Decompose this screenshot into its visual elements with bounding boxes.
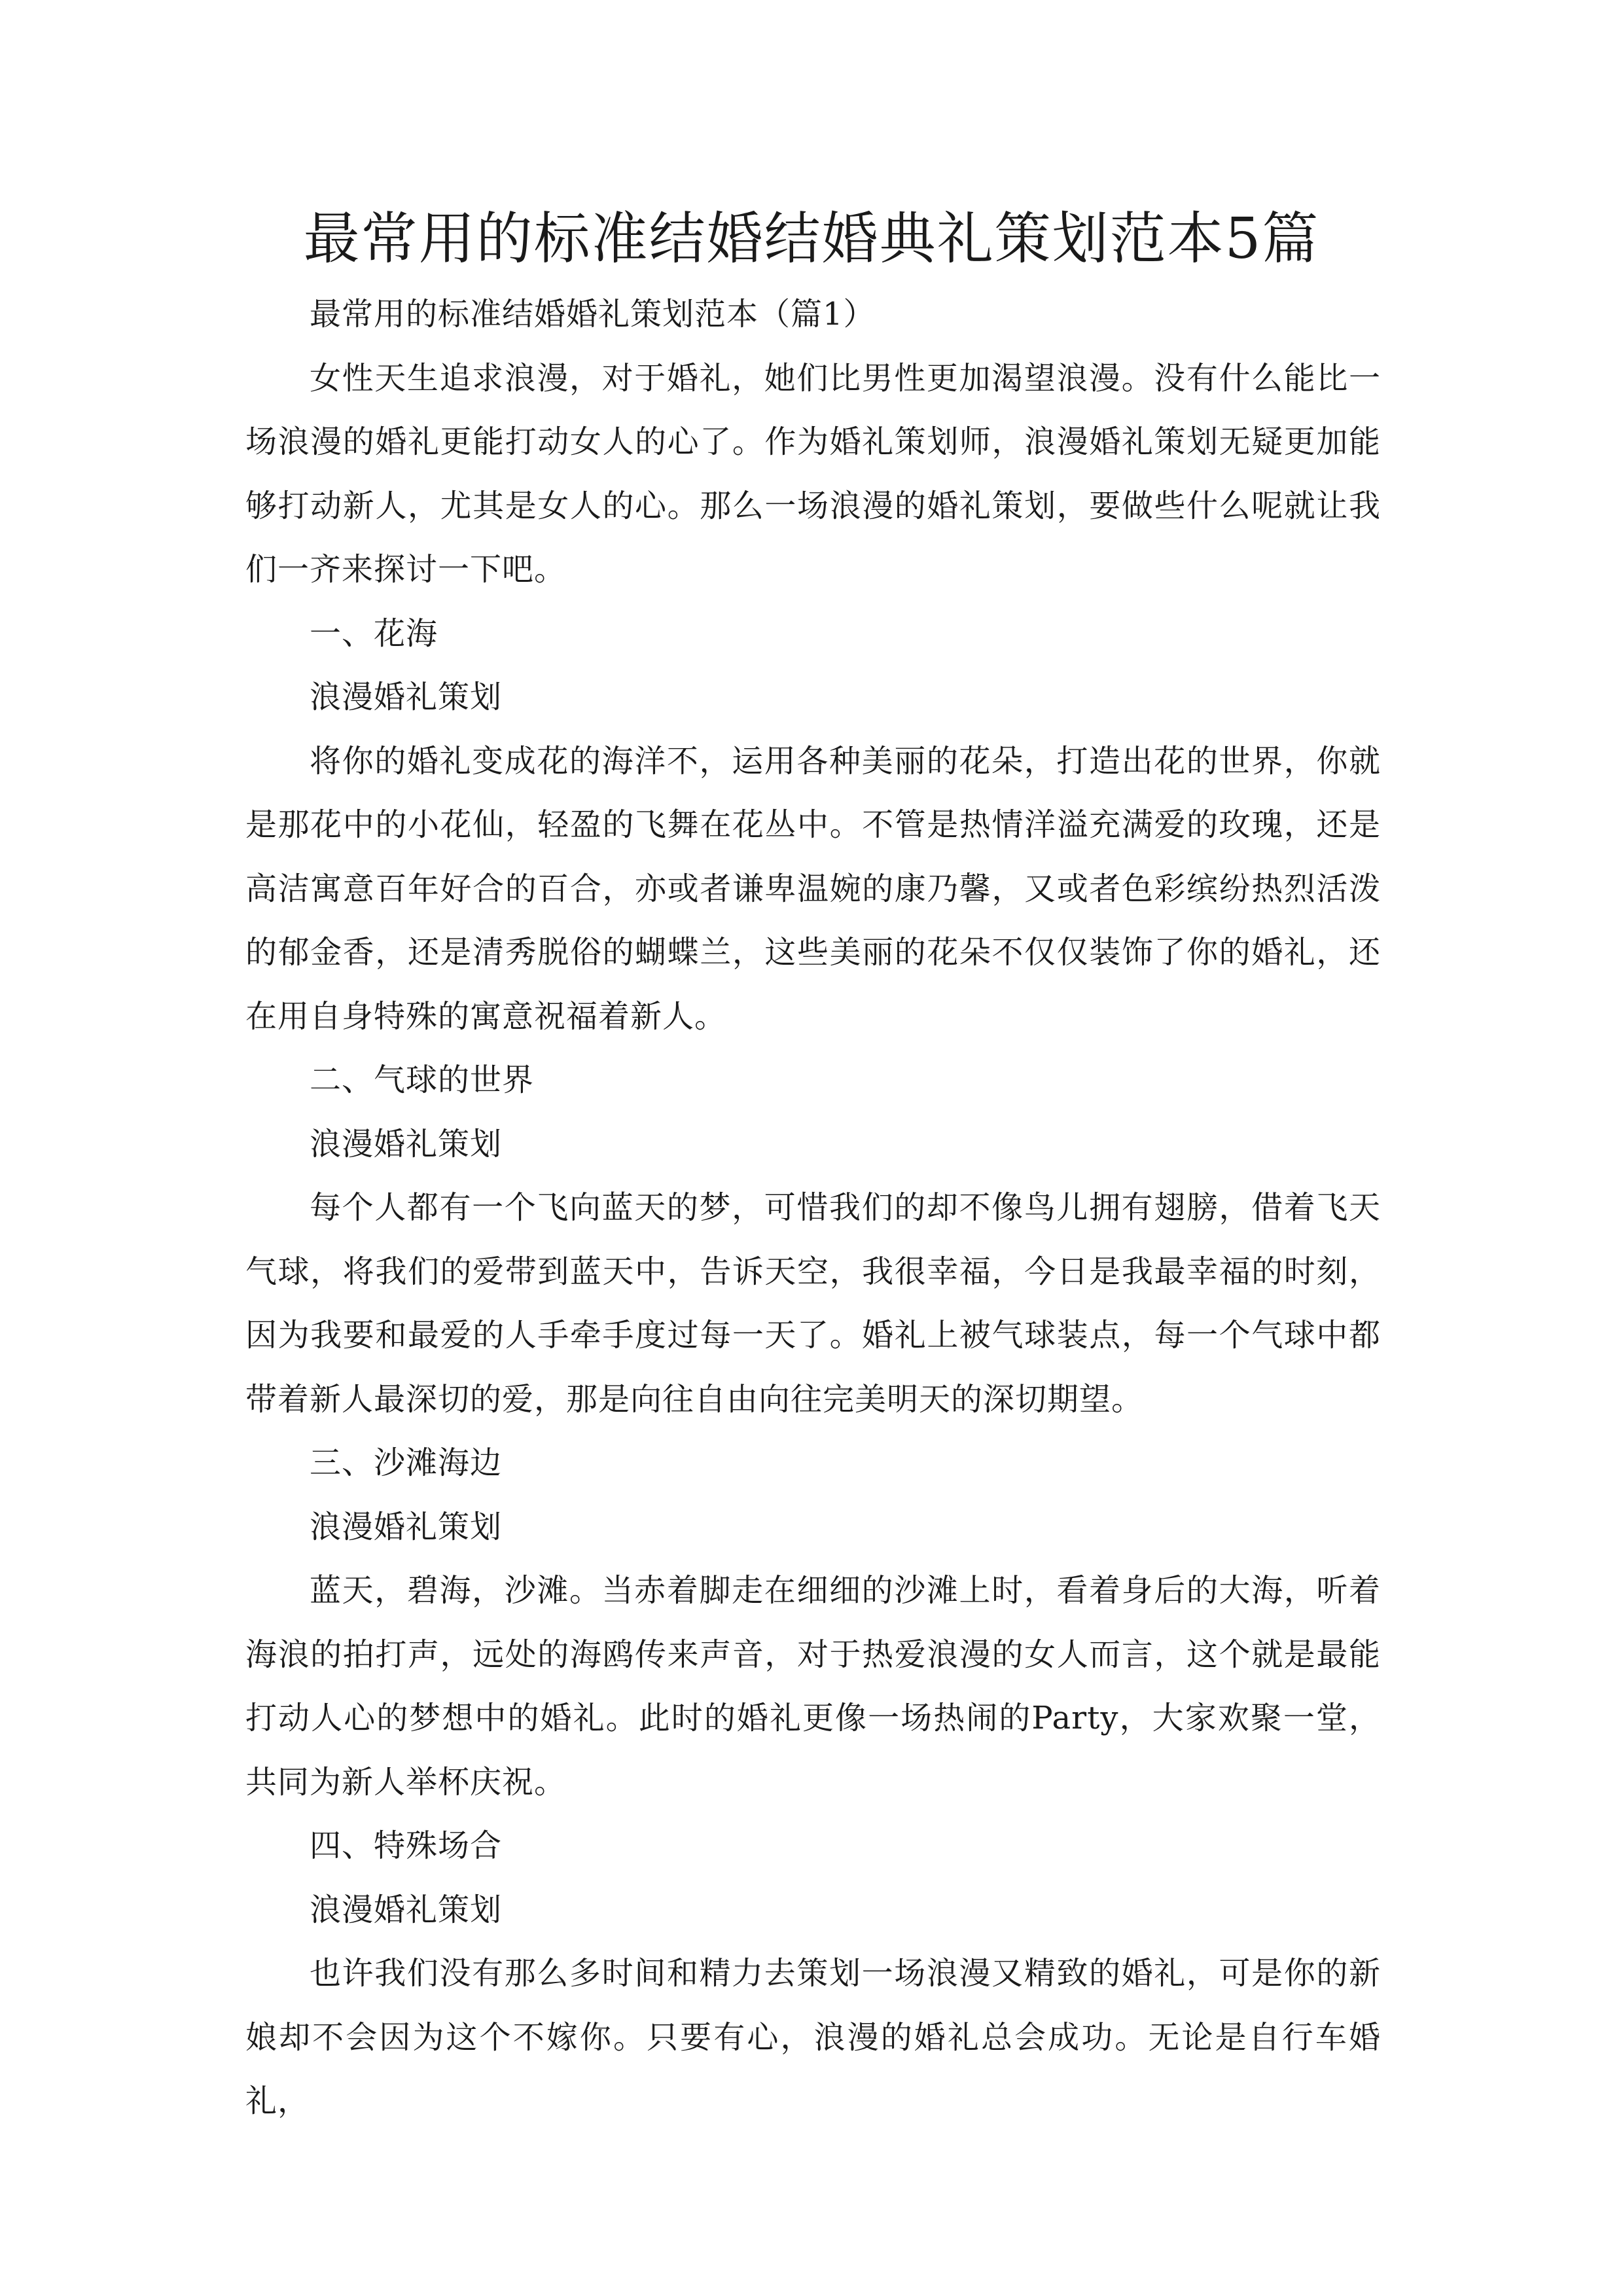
paragraph: 将你的婚礼变成花的海洋不，运用各种美丽的花朵，打造出花的世界，你就是那花中的小花仙，轻盈的飞舞在花丛中。不管是热情洋溢充满爱的玫瑰，还是高洁寓意百年好合的百合，亦或者谦卑温婉的康乃馨，又或者色彩缤纷热烈活泼的郁金香，还是清秀脱俗的蝴蝶兰，这些美丽的花朵不仅仅装饰了你的婚礼，还在用自身特殊的寓意祝福着新人。: [245, 742, 1381, 1035]
subheading: 浪漫婚礼策划: [310, 1508, 503, 1545]
subheading: 浪漫婚礼策划: [310, 679, 503, 715]
section-heading: 三、沙滩海边: [310, 1444, 503, 1481]
paragraph: 也许我们没有那么多时间和精力去策划一场浪漫又精致的婚礼，可是你的新娘却不会因为这个不嫁你。只要有心，浪漫的婚礼总会成功。无论是自行车婚礼，: [245, 1955, 1381, 2119]
section-heading: 一、花海: [310, 615, 438, 652]
paragraph: 蓝天，碧海，沙滩。当赤着脚走在细细的沙滩上时，看着身后的大海，听着海浪的拍打声，远处的海鸥传来声音，对于热爱浪漫的女人而言，这个就是最能打动人心的梦想中的婚礼。此时的婚礼更像一场热闹的Party，大家欢聚一堂，共同为新人举杯庆祝。: [245, 1572, 1381, 1801]
paragraph: 女性天生追求浪漫，对于婚礼，她们比男性更加渴望浪漫。没有什么能比一场浪漫的婚礼更能打动女人的心了。作为婚礼策划师，浪漫婚礼策划无疑更加能够打动新人，尤其是女人的心。那么一场浪漫的婚礼策划，要做些什么呢就让我们一齐来探讨一下吧。: [245, 359, 1381, 588]
document-body: [245, 283, 1381, 2134]
document-title: 最常用的标准结婚结婚典礼策划范本5篇: [303, 206, 1320, 272]
section-heading: 二、气球的世界: [310, 1062, 535, 1098]
section-heading: 四、特殊场合: [310, 1827, 503, 1864]
subheading: 浪漫婚礼策划: [310, 1891, 503, 1928]
subheading: 浪漫婚礼策划: [310, 1125, 503, 1162]
paragraph: 每个人都有一个飞向蓝天的梦，可惜我们的却不像鸟儿拥有翅膀，借着飞天气球，将我们的爱带到蓝天中，告诉天空，我很幸福，今日是我最幸福的时刻，因为我要和最爱的人手牵手度过每一天了。婚礼上被气球装点，每一个气球中都带着新人最深切的爱，那是向往自由向往完美明天的深切期望。: [245, 1189, 1381, 1418]
section-heading: 最常用的标准结婚婚礼策划范本（篇1）: [310, 296, 876, 332]
